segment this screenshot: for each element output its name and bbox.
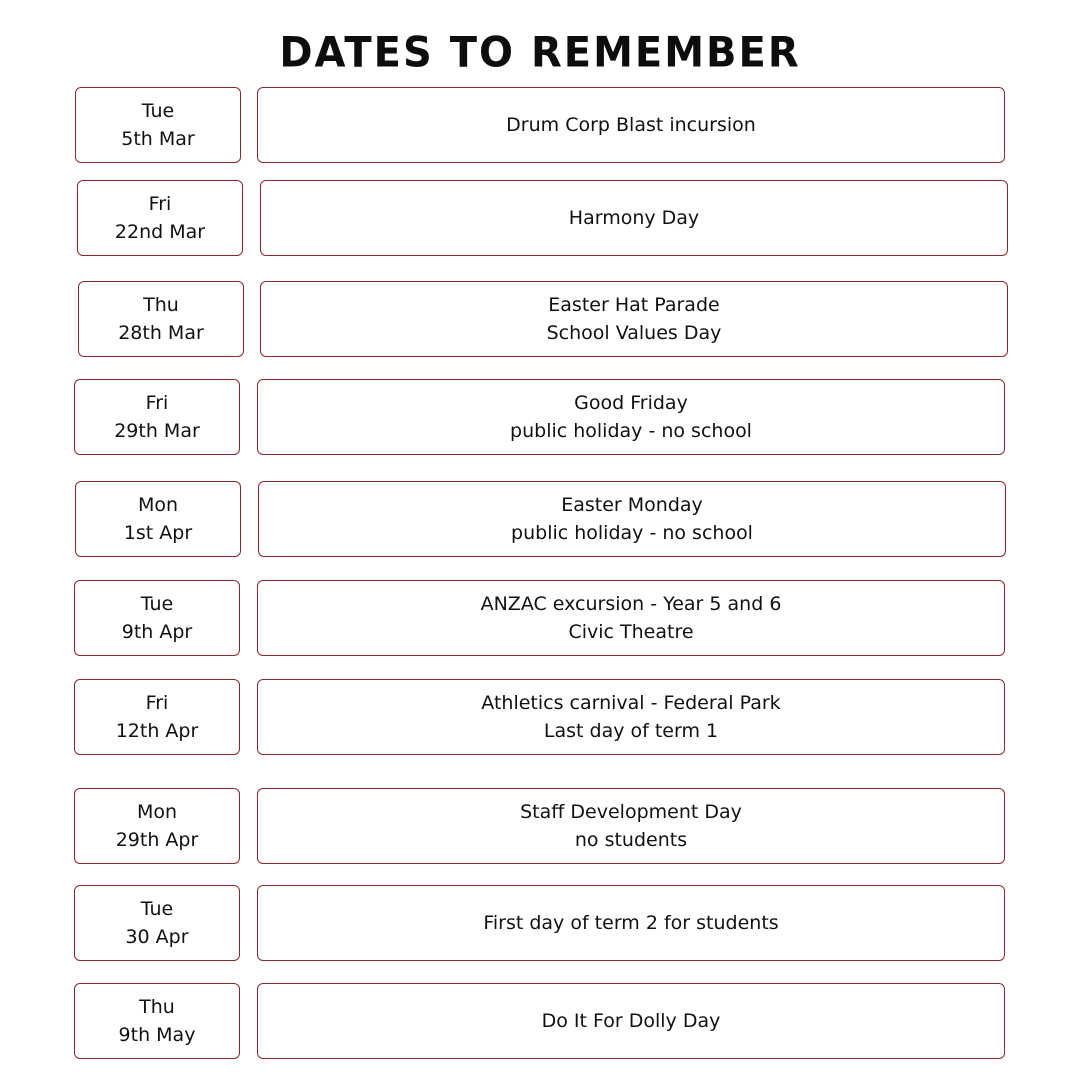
- event-row: [0, 87, 1080, 167]
- event-day: Fri: [145, 392, 169, 414]
- event-day: Tue: [141, 100, 175, 122]
- event-description: Good Friday: [574, 392, 688, 414]
- event-day: Tue: [140, 898, 174, 920]
- event-date: 9th Apr: [121, 621, 193, 643]
- event-description: ANZAC excursion - Year 5 and 6: [480, 593, 782, 615]
- page-title: DATES TO REMEMBER: [279, 28, 801, 78]
- event-description-extra: Last day of term 1: [543, 720, 719, 742]
- event-box: [258, 481, 1006, 557]
- date-box: [75, 87, 241, 163]
- date-box: [74, 788, 240, 864]
- event-date: 29th Apr: [115, 829, 199, 851]
- event-date: 5th Mar: [121, 128, 195, 150]
- date-box: [74, 580, 240, 656]
- event-box: [257, 379, 1005, 455]
- event-day: Mon: [136, 801, 178, 823]
- date-box: [78, 281, 244, 357]
- event-row: [0, 580, 1080, 660]
- event-box: [257, 788, 1005, 864]
- event-date: 9th May: [118, 1024, 196, 1046]
- date-box: [77, 180, 243, 256]
- event-day: Tue: [140, 593, 174, 615]
- date-box: [74, 983, 240, 1059]
- event-box: [260, 281, 1008, 357]
- event-description: Easter Monday: [561, 494, 703, 516]
- event-description-extra: no students: [574, 829, 688, 851]
- event-description: Athletics carnival - Federal Park: [481, 692, 781, 714]
- event-description-extra: public holiday - no school: [511, 522, 753, 544]
- event-box: [257, 885, 1005, 961]
- event-row: [0, 379, 1080, 459]
- date-box: [74, 379, 240, 455]
- event-day: Thu: [139, 996, 175, 1018]
- event-date: 28th Mar: [118, 322, 204, 344]
- event-description: Easter Hat Parade: [548, 294, 720, 316]
- event-row: [0, 481, 1080, 561]
- event-date: 22nd Mar: [114, 221, 206, 243]
- event-day: Thu: [143, 294, 179, 316]
- event-date: 29th Mar: [114, 420, 200, 442]
- event-description-extra: School Values Day: [546, 322, 722, 344]
- event-box: [260, 180, 1008, 256]
- event-description: Drum Corp Blast incursion: [506, 114, 756, 136]
- event-box: [257, 679, 1005, 755]
- event-description: First day of term 2 for students: [483, 912, 779, 934]
- event-day: Fri: [148, 193, 172, 215]
- event-box: [257, 983, 1005, 1059]
- event-box: [257, 87, 1005, 163]
- event-date: 30 Apr: [125, 926, 189, 948]
- event-description: Do It For Dolly Day: [541, 1010, 721, 1032]
- event-row: [0, 788, 1080, 868]
- event-row: [0, 983, 1080, 1063]
- event-day: Mon: [137, 494, 179, 516]
- date-box: [74, 679, 240, 755]
- date-box: [74, 885, 240, 961]
- event-description-extra: public holiday - no school: [510, 420, 752, 442]
- event-row: [0, 885, 1080, 965]
- date-box: [75, 481, 241, 557]
- event-description-extra: Civic Theatre: [568, 621, 694, 643]
- event-row: [0, 180, 1080, 260]
- event-date: 1st Apr: [123, 522, 193, 544]
- event-description: Staff Development Day: [520, 801, 742, 823]
- event-day: Fri: [145, 692, 169, 714]
- event-date: 12th Apr: [115, 720, 199, 742]
- event-row: [0, 679, 1080, 759]
- event-description: Harmony Day: [568, 207, 700, 229]
- event-box: [257, 580, 1005, 656]
- event-row: [0, 281, 1080, 361]
